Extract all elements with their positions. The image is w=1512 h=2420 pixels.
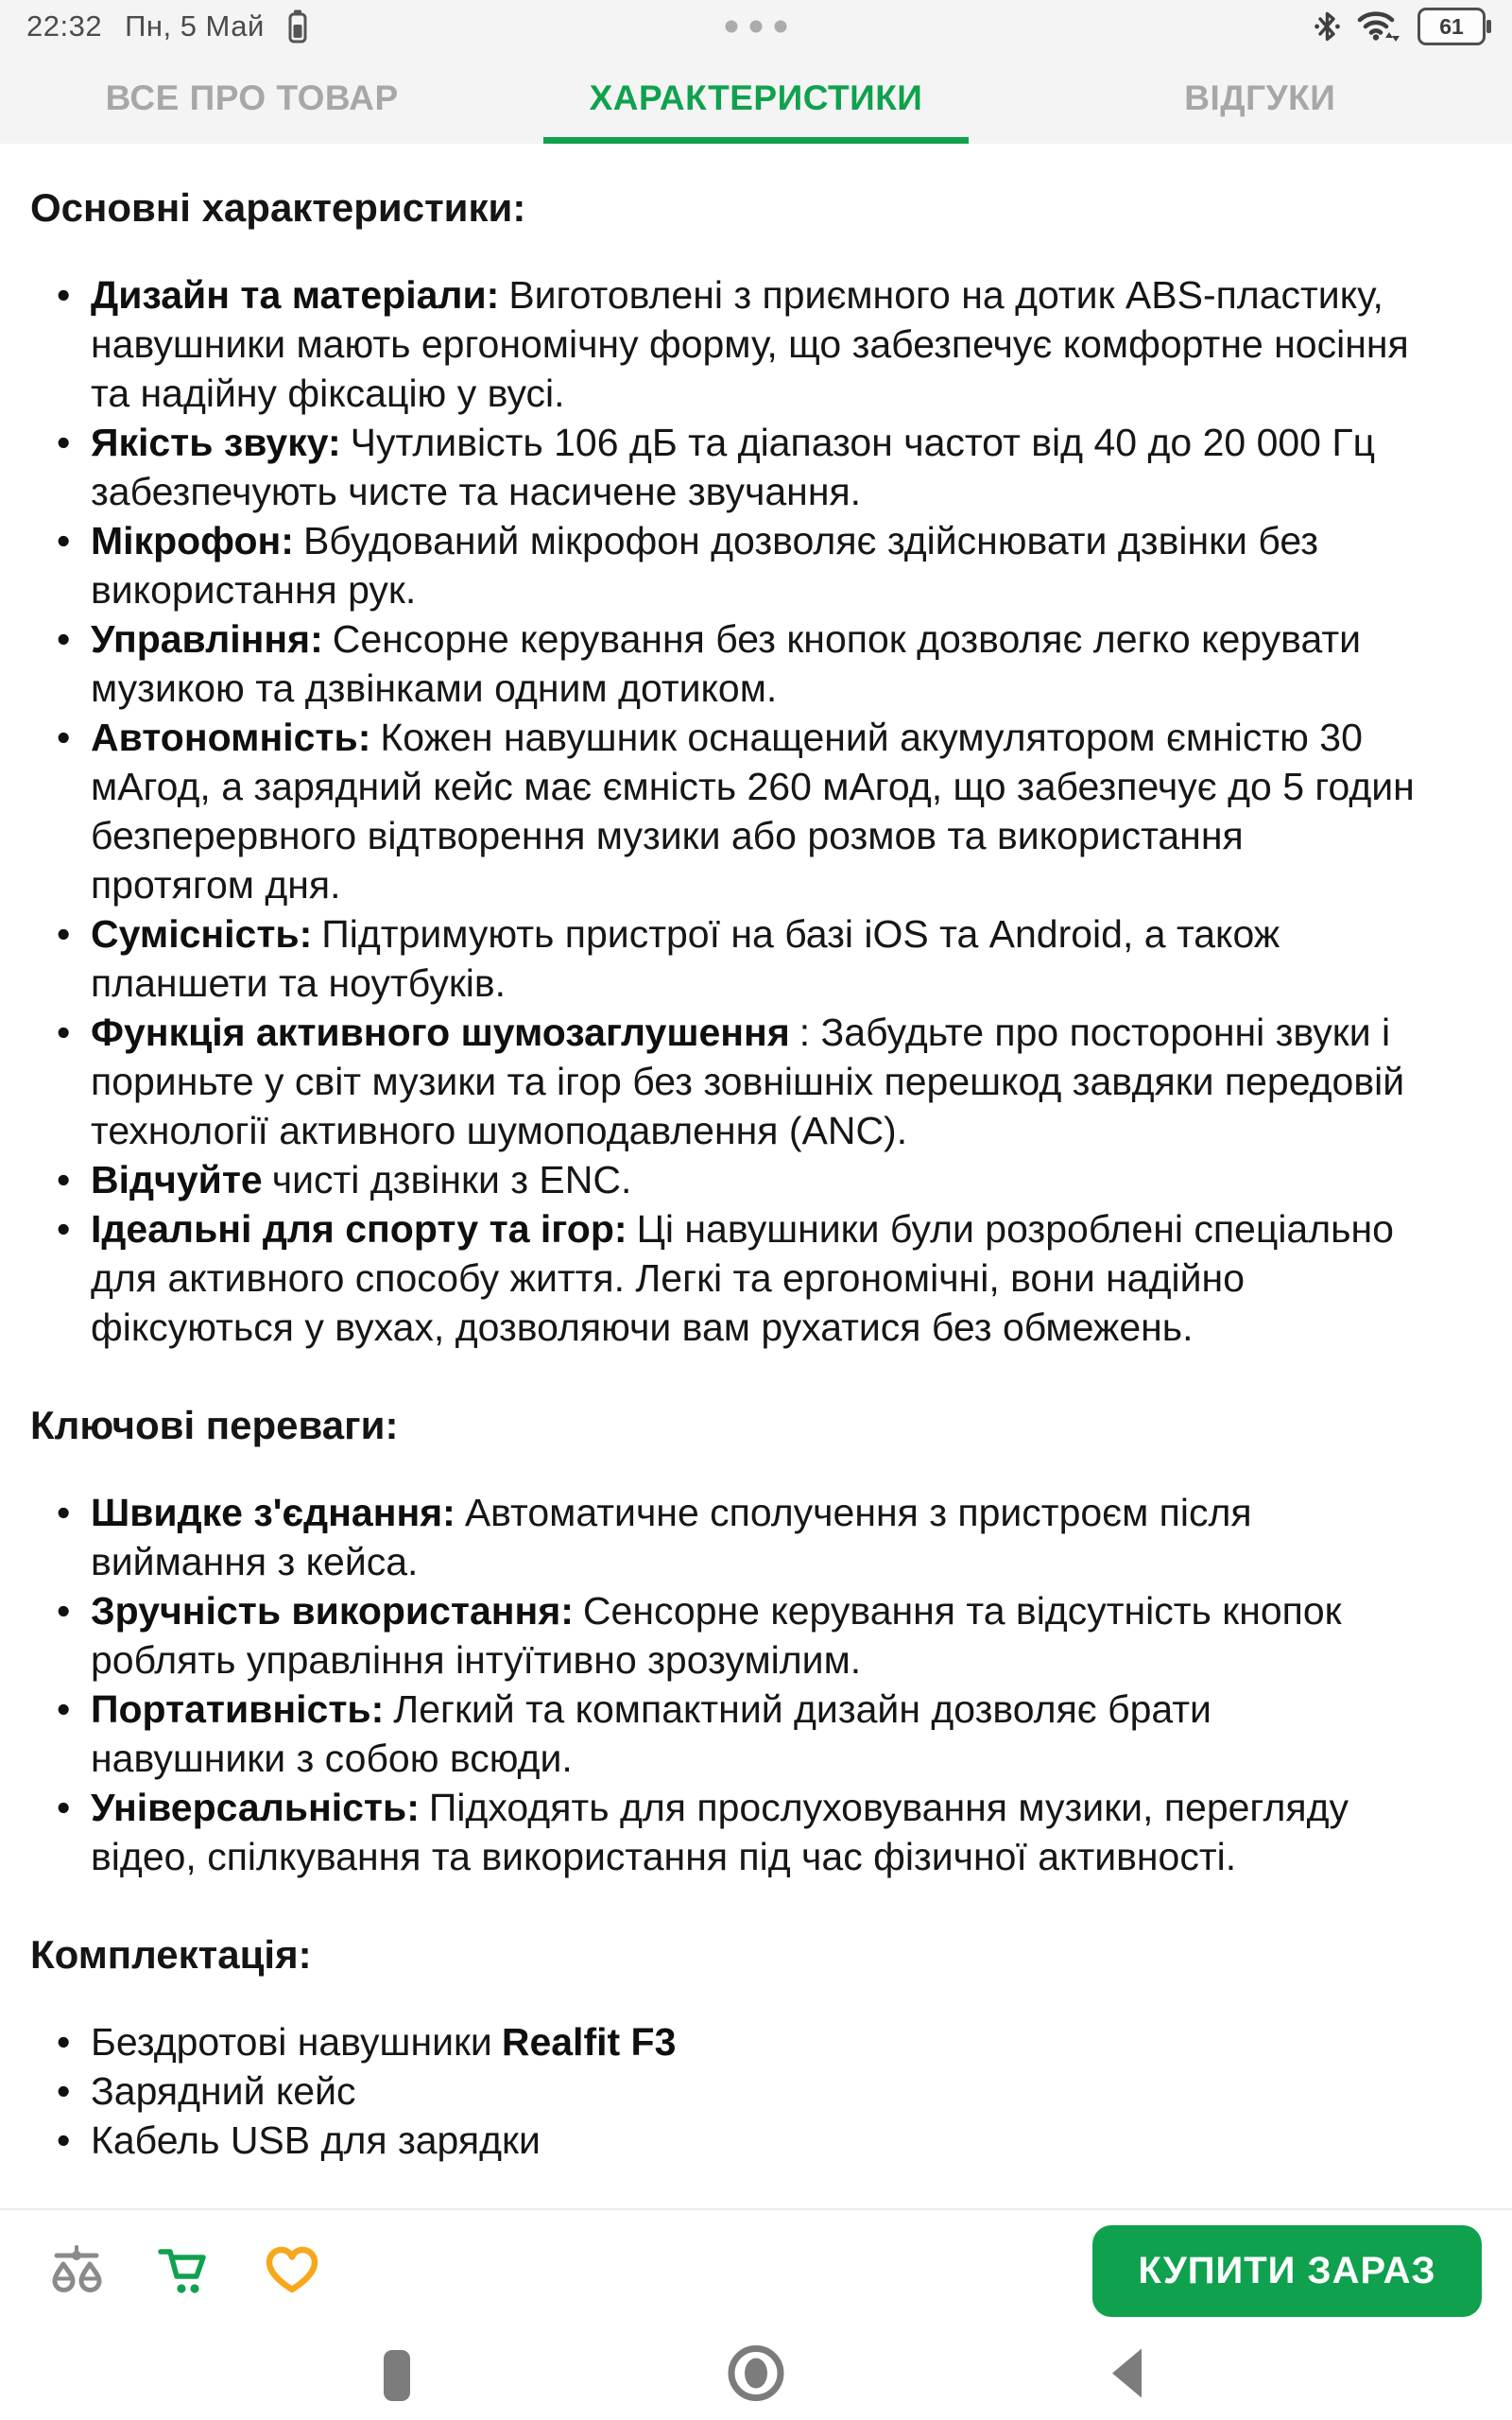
list-item-text: Підходять для прослуховування музики, перегляду відео, спілкування та використання під час фізичної активності.	[91, 1786, 1349, 1878]
section-heading: Ключові переваги:	[30, 1403, 399, 1447]
compare-scales-icon[interactable]	[49, 2243, 104, 2298]
list-item	[91, 713, 1416, 909]
android-nav-bar	[0, 2331, 1512, 2420]
list-item-text: Автоматичне сполучення з пристроєм після виймання з кейса.	[91, 1491, 1252, 1583]
status-bar	[0, 0, 1512, 53]
list-item	[91, 1685, 1416, 1783]
list-item-lead: Відчуйте	[91, 1158, 263, 1201]
dot	[750, 21, 763, 33]
list-item-lead: Ідеальні для спорту та ігор:	[91, 1207, 627, 1251]
list-item	[91, 1204, 1416, 1352]
tab-all-about-product[interactable]	[0, 53, 504, 144]
list-item	[91, 614, 1416, 713]
list-item-text: Сенсорне керування без кнопок дозволяє легко керувати музикою та дзвінками одним дотиком.	[91, 617, 1362, 710]
section-heading: Основні характеристики:	[30, 185, 526, 230]
back-icon[interactable]	[1108, 2347, 1143, 2405]
bluetooth-icon	[1314, 9, 1340, 43]
list-item-lead: Якість звуку:	[91, 421, 341, 464]
list-item	[91, 909, 1416, 1008]
list-item-lead: Портативність:	[91, 1687, 385, 1731]
list-item	[91, 516, 1416, 614]
list-item	[91, 2116, 1416, 2165]
list-item-text: Підтримують пристрої на базі iOS та Android, а також планшети та ноутбуків.	[91, 912, 1280, 1005]
list-item-text: Чутливість 106 дБ та діапазон частот від 40 до 20 000 Гц забезпечують чисте та насичене звучання.	[91, 421, 1376, 513]
list-item-text: Сенсорне керування та відсутність кнопок роблять управління інтуїтивно зрозумілим.	[91, 1589, 1342, 1682]
status-date: Пн, 5 Май	[125, 9, 265, 43]
bottom-action-bar	[0, 2208, 1512, 2331]
list-item	[91, 1155, 1416, 1204]
active-tab-underline	[543, 137, 969, 144]
list-item	[91, 2017, 1416, 2066]
tab-label: ХАРАКТЕРИСТИКИ	[589, 78, 923, 117]
list-item-lead: Функція активного шумозаглушення	[91, 1011, 790, 1054]
list-item-text: : Забудьте про посторонні звуки і пориньте у світ музики та ігор без зовнішніх перешкод завдяки передовій технології активного шумоподавлення (ANC).	[91, 1011, 1405, 1152]
list-item-lead: Сумісність:	[91, 912, 313, 956]
buy-now-button[interactable]: КУПИТИ ЗАРАЗ	[1092, 2225, 1482, 2317]
list-item	[91, 270, 1416, 418]
dot	[726, 21, 738, 33]
home-icon[interactable]	[726, 2343, 786, 2409]
list-item	[91, 1008, 1416, 1155]
list-item-text: Бездротові навушники	[91, 2020, 492, 2064]
tab-characteristics[interactable]	[504, 53, 1007, 144]
list-item-lead: Мікрофон:	[91, 519, 294, 562]
list-item-text: Легкий та компактний дизайн дозволяє брати навушники з собою всюди.	[91, 1687, 1211, 1780]
list-item	[91, 1586, 1416, 1685]
section-package-contents	[30, 1928, 1482, 2165]
device-battery-icon	[287, 9, 308, 44]
list-item-tail: Realfit F3	[501, 2020, 677, 2064]
list-item-lead: Дизайн та матеріали:	[91, 273, 500, 317]
battery-icon	[1418, 8, 1486, 45]
list-item	[91, 2066, 1416, 2116]
bullet-list	[30, 2017, 1482, 2165]
list-item-text: Кабель USB для зарядки	[91, 2118, 541, 2162]
recents-icon[interactable]	[384, 2350, 410, 2401]
tab-label: ВІДГУКИ	[1184, 78, 1336, 117]
status-dots	[726, 21, 787, 33]
list-item-lead: Автономність:	[91, 716, 371, 759]
header	[0, 0, 1512, 144]
list-item-text: чисті дзвінки з ENC.	[271, 1158, 632, 1201]
characteristics-content	[0, 144, 1512, 2206]
list-item-lead: Управління:	[91, 617, 323, 661]
section-heading: Комплектація:	[30, 1932, 312, 1977]
wifi-icon	[1357, 9, 1400, 43]
list-item	[91, 418, 1416, 516]
status-time: 22:32	[26, 9, 103, 43]
battery-percent: 61	[1439, 13, 1464, 39]
dot	[775, 21, 787, 33]
bullet-list	[30, 270, 1482, 1352]
battery-nub	[1486, 20, 1491, 33]
tab-bar	[0, 53, 1512, 144]
list-item-text: Кожен навушник оснащений акумулятором ємністю 30 мАгод, а зарядний кейс має ємність 260 мАгод, що забезпечує до 5 годин безперервного відтворення музики або розмов та використання протягом дня.	[91, 716, 1415, 907]
section-main-characteristics	[30, 182, 1482, 1352]
list-item-lead: Універсальність:	[91, 1786, 420, 1829]
tab-reviews[interactable]	[1008, 53, 1512, 144]
list-item	[91, 1488, 1416, 1586]
list-item-lead: Швидке з'єднання:	[91, 1491, 455, 1534]
tab-label: ВСЕ ПРО ТОВАР	[105, 78, 399, 117]
list-item-lead: Зручність використання:	[91, 1589, 574, 1633]
wishlist-heart-icon[interactable]	[265, 2245, 319, 2296]
cart-icon[interactable]	[157, 2244, 212, 2297]
list-item-text: Зарядний кейс	[91, 2069, 356, 2113]
list-item-text: Ці навушники були розроблені спеціально для активного способу життя. Легкі та ергономічні, вони надійно фіксуються у вухах, дозволяючи вам рухатися без обмежень.	[91, 1207, 1394, 1349]
list-item-text: Виготовлені з приємного на дотик ABS-пластику, навушники мають ергономічну форму, що забезпечує комфортне носіння та надійну фіксацію у вусі.	[91, 273, 1409, 415]
list-item-text: Вбудований мікрофон дозволяє здійснювати дзвінки без використання рук.	[91, 519, 1319, 612]
bullet-list	[30, 1488, 1482, 1881]
list-item	[91, 1783, 1416, 1881]
section-key-advantages	[30, 1399, 1482, 1881]
